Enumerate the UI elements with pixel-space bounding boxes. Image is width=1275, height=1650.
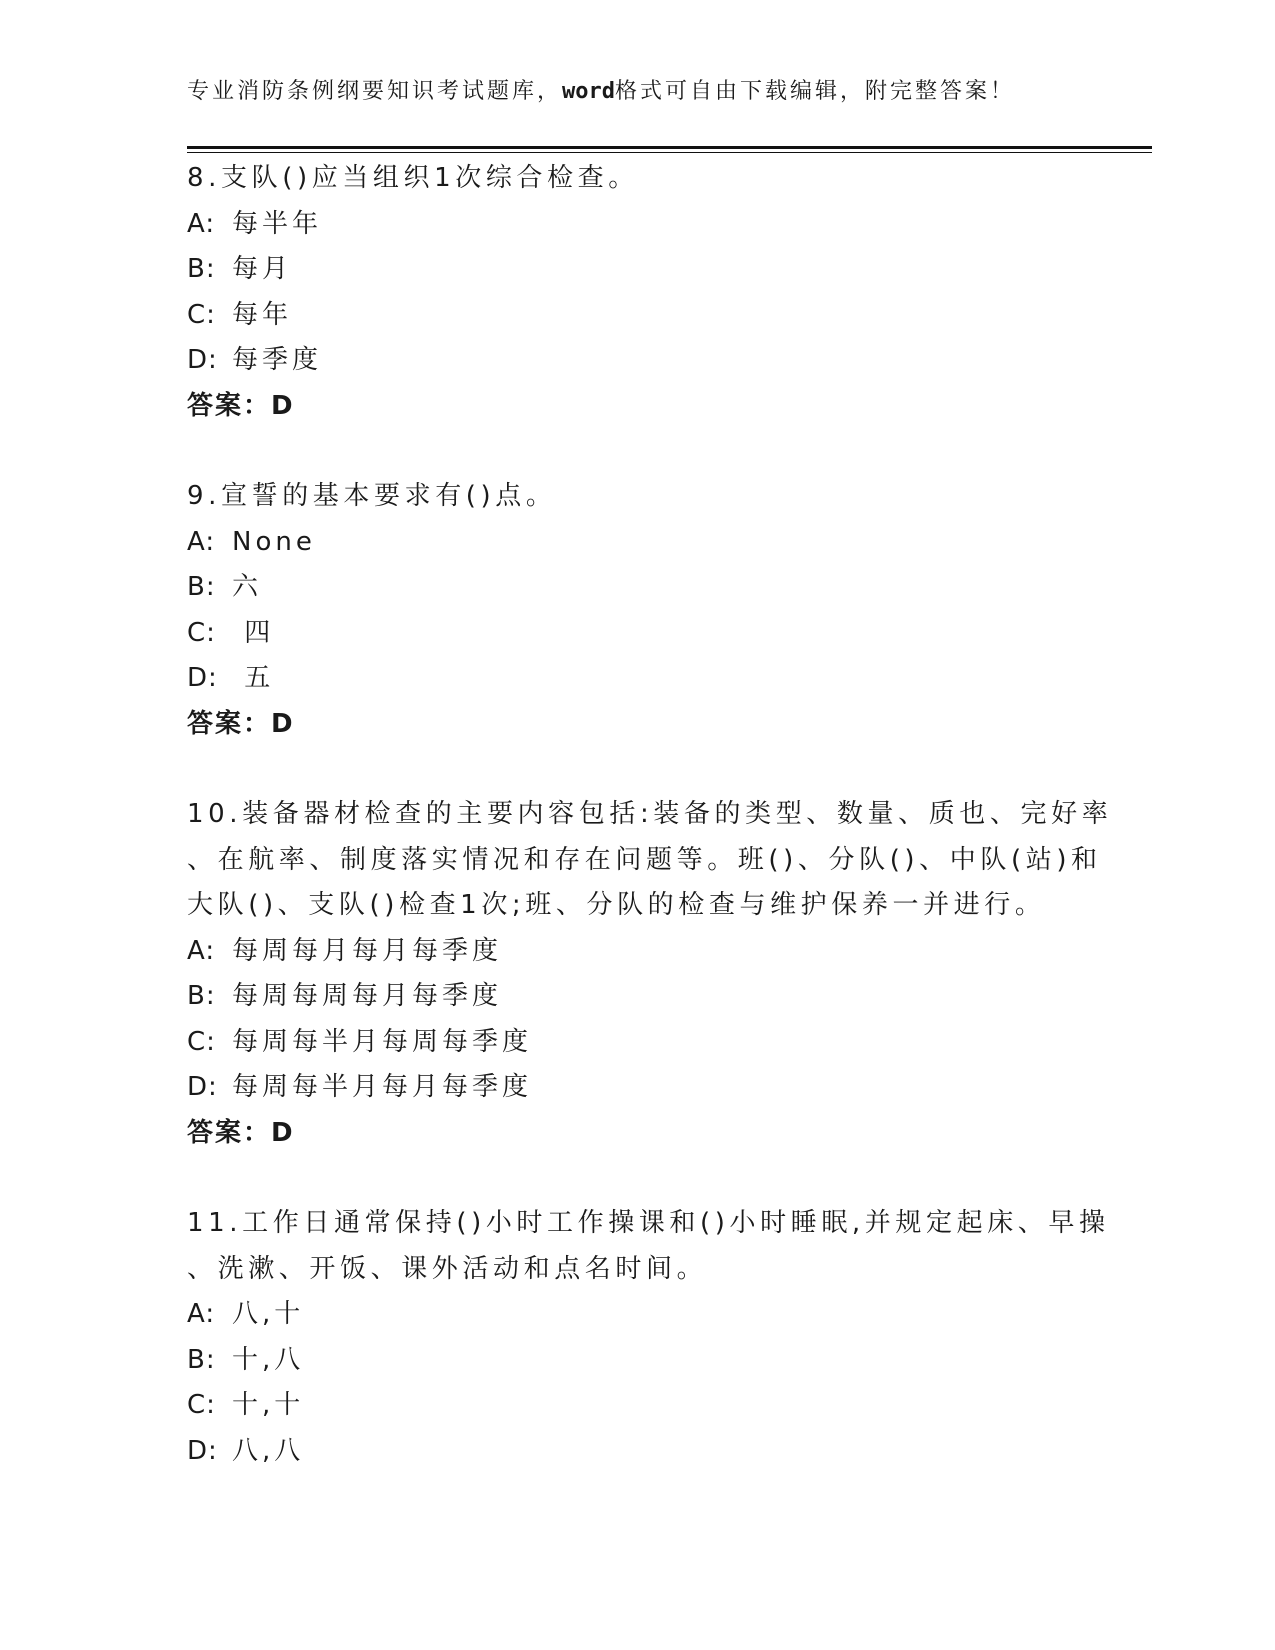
option-key: B: [187, 254, 216, 284]
option-text: 十,八 [232, 1344, 305, 1375]
option-text: 五 [232, 663, 275, 693]
option-text: 每季度 [232, 345, 323, 375]
option-key: D: [187, 1435, 218, 1466]
option-text: 十,十 [232, 1390, 305, 1420]
question-stem [187, 156, 1067, 202]
option-key: C: [187, 1390, 216, 1420]
option-text: 六 [232, 572, 263, 602]
option-a [187, 520, 1067, 566]
option-text: 每年 [232, 299, 293, 330]
option-key: D: [187, 345, 218, 375]
question-9 [187, 474, 1067, 747]
option-d [187, 338, 1067, 384]
question-10 [187, 792, 1113, 1156]
option-key: B: [187, 1344, 216, 1375]
answer-line: 答案：D [187, 390, 295, 421]
option-b [187, 974, 1067, 1020]
option-text: 每月 [232, 254, 293, 284]
option-b [187, 247, 1067, 293]
option-text: 每周每月每月每季度 [232, 935, 503, 966]
question-stem [187, 1201, 1110, 1292]
option-key: D: [187, 663, 218, 693]
answer-line: 答案：D [187, 1117, 295, 1148]
question-stem-line: 9.宣誓的基本要求有()点。 [187, 481, 557, 511]
option-text: None [232, 526, 316, 557]
question-stem-line: 10.装备器材检查的主要内容包括:装备的类型、数量、质也、完好率 [187, 799, 1113, 829]
question-list [187, 156, 1113, 1519]
option-b [187, 565, 1067, 611]
option-text: 每周每周每月每季度 [232, 981, 503, 1011]
option-key: A: [187, 526, 216, 557]
question-stem [187, 792, 1113, 929]
option-a [187, 202, 1067, 248]
document-header [187, 74, 1015, 110]
question-stem-line: 大队()、支队()检查1次;班、分队的检查与维护保养一并进行。 [187, 890, 1046, 920]
header-text-word: word [562, 79, 615, 104]
option-a [187, 1292, 1067, 1338]
option-key: C: [187, 299, 216, 330]
option-key: C: [187, 1026, 216, 1057]
header-divider-thin [187, 152, 1152, 153]
question-8 [187, 156, 1067, 429]
question-stem-line: 、在航率、制度落实情况和存在问题等。班()、分队()、中队(站)和 [187, 844, 1102, 875]
header-text-after: 格式可自由下载编辑，附完整答案！ [615, 79, 1016, 104]
option-text: 每周每半月每周每季度 [232, 1026, 533, 1057]
option-text: 四 [232, 617, 275, 648]
option-key: B: [187, 572, 216, 602]
option-key: D: [187, 1072, 218, 1102]
option-d [187, 656, 1067, 702]
question-11 [187, 1201, 1110, 1474]
question-stem [187, 474, 1067, 520]
option-key: A: [187, 1299, 216, 1329]
answer-line: 答案：D [187, 708, 295, 739]
option-c [187, 1383, 1067, 1429]
header-divider-thick [187, 146, 1152, 149]
option-c [187, 611, 1067, 657]
option-text: 八,十 [232, 1299, 305, 1329]
option-key: A: [187, 208, 216, 239]
option-b [187, 1338, 1067, 1384]
option-key: A: [187, 935, 216, 966]
option-key: C: [187, 617, 216, 648]
option-key: B: [187, 981, 216, 1011]
option-d [187, 1429, 1067, 1475]
option-text: 八,八 [232, 1435, 305, 1466]
question-stem-line: 8.支队()应当组织1次综合检查。 [187, 163, 639, 193]
question-stem-line: 、洗漱、开饭、课外活动和点名时间。 [187, 1253, 708, 1284]
header-text-before: 专业消防条例纲要知识考试题库， [187, 79, 563, 104]
option-a [187, 929, 1067, 975]
option-d [187, 1065, 1067, 1111]
option-text: 每周每半月每月每季度 [232, 1072, 533, 1102]
option-c [187, 1020, 1067, 1066]
question-stem-line: 11.工作日通常保持()小时工作操课和()小时睡眠,并规定起床、早操 [187, 1208, 1110, 1238]
option-c [187, 293, 1067, 339]
option-text: 每半年 [232, 208, 323, 239]
